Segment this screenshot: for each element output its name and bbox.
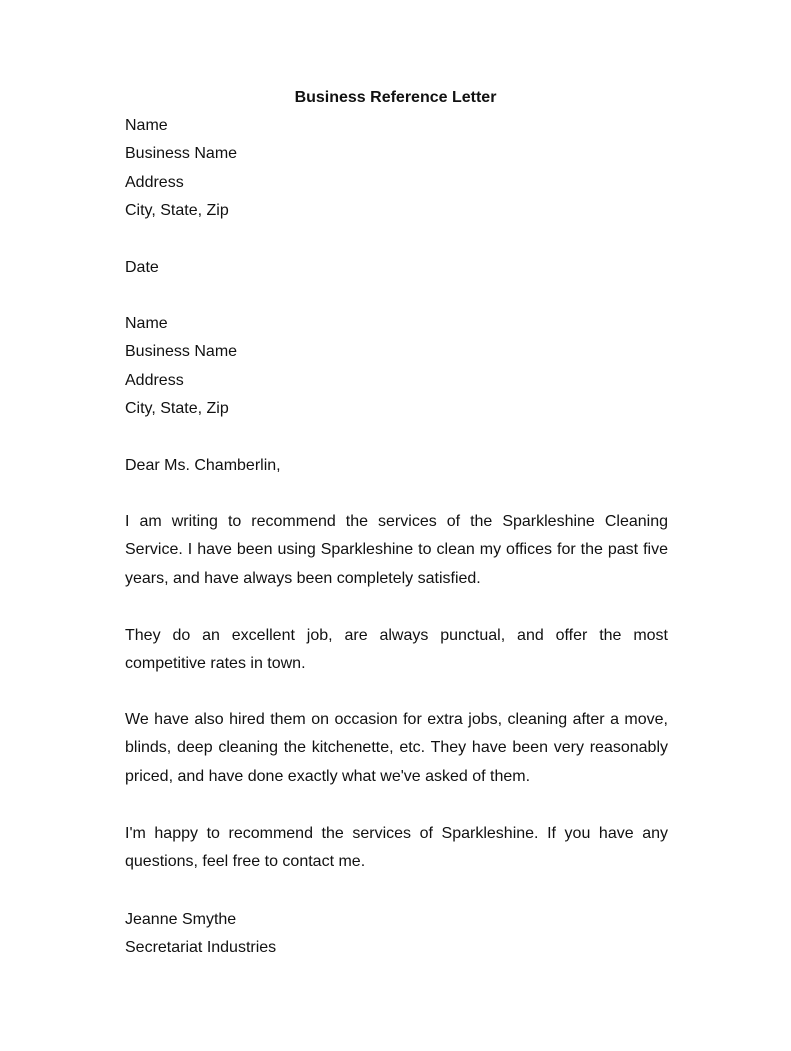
salutation-block: [125, 452, 668, 480]
signature-company: Secretariat Industries: [125, 939, 277, 957]
signature-name: Jeanne Smythe: [125, 911, 237, 928]
recipient-name: Name: [125, 315, 168, 332]
sender-address-block: [125, 112, 668, 226]
date-block: [125, 254, 668, 282]
recipient-business-name: Business Name: [125, 343, 238, 361]
recipient-address: Address: [125, 371, 184, 389]
sender-name: Name: [125, 117, 168, 134]
body-paragraph-1: I am writing to recommend the services of the Sparkleshine Cleaning Service. I have been using Sparkleshine to clean my offices for the past five years, and have always been completely satisfied.: [125, 513, 668, 587]
body-paragraph-2: They do an excellent job, are always punctual, and offer the most competitive rates in town.: [125, 627, 668, 673]
recipient-city-state-zip: City, State, Zip: [125, 400, 229, 418]
recipient-address-block: [125, 310, 668, 424]
sender-business-name: Business Name: [125, 145, 238, 163]
sender-city-state-zip: City, State, Zip: [125, 202, 229, 220]
document-title: Business Reference Letter: [294, 89, 497, 106]
signature-block: [125, 906, 668, 963]
body-paragraph-4: I'm happy to recommend the services of Sparkleshine. If you have any questions, feel free to contact me.: [125, 825, 668, 871]
salutation: Dear Ms. Chamberlin,: [125, 457, 281, 474]
letter-date: Date: [125, 259, 159, 276]
body-paragraph-3: We have also hired them on occasion for extra jobs, cleaning after a move, blinds, deep cleaning the kitchenette, etc. They have been very reasonably priced, and have done exactly what we've asked of them.: [125, 711, 668, 785]
sender-address: Address: [125, 173, 184, 191]
